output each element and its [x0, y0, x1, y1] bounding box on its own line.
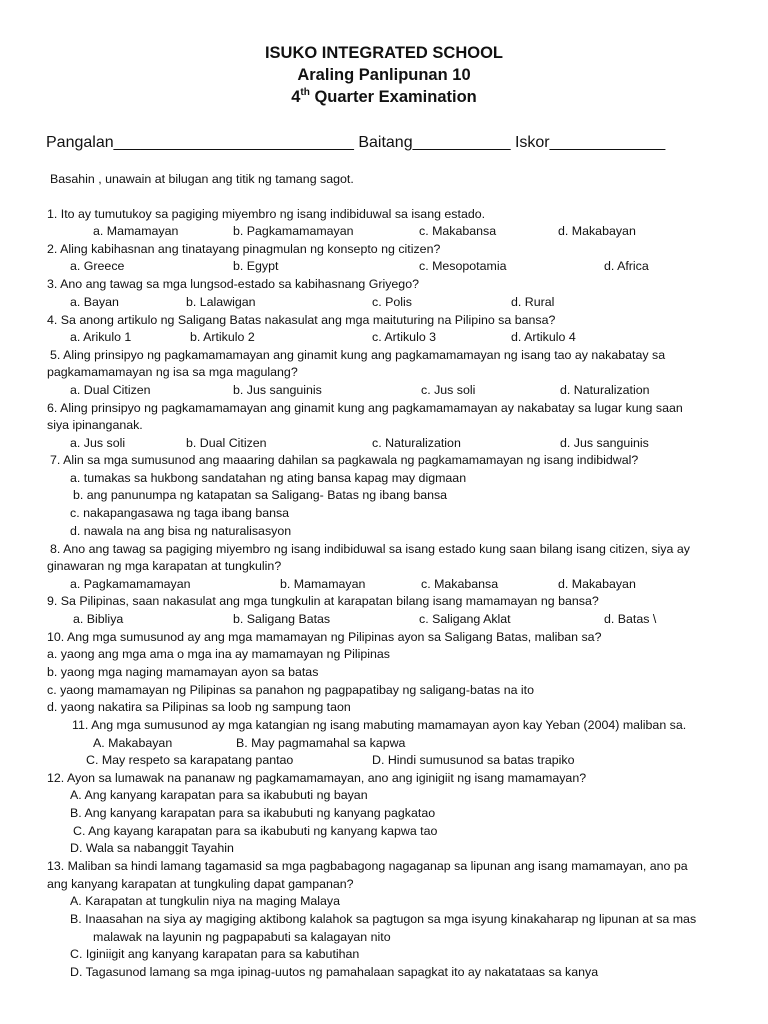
q1-option-b[interactable]: b. Pagkamamamayan	[233, 224, 354, 238]
instructions: Basahin , unawain at bilugan ang titik ng tamang sagot.	[50, 172, 354, 186]
score-field[interactable]: Iskor_____________	[514, 134, 666, 151]
q6-option-d[interactable]: d. Jus sanguinis	[560, 436, 649, 450]
q9-option-d[interactable]: d. Batas \	[604, 612, 657, 626]
q11-option-c[interactable]: C. May respeto sa karapatang pantao	[86, 753, 294, 767]
subject-title: Araling Panlipunan 10	[297, 66, 471, 84]
q1-option-d[interactable]: d. Makabayan	[558, 224, 636, 238]
q3-option-d[interactable]: d. Rural	[511, 295, 555, 309]
name-field[interactable]: Pangalan___________________________	[46, 134, 354, 151]
q2-option-c[interactable]: c. Mesopotamia	[419, 259, 507, 273]
q8-option-b[interactable]: b. Mamamayan	[280, 577, 366, 591]
question-3: 3. Ano ang tawag sa mga lungsod-estado sa kabihasnang Griyego?	[47, 277, 419, 291]
q7-option-c[interactable]: c. nakapangasawa ng taga ibang bansa	[70, 506, 290, 520]
q8-option-a[interactable]: a. Pagkamamamayan	[70, 577, 191, 591]
question-1: 1. Ito ay tumutukoy sa pagiging miyembro ng isang indibiduwal sa isang estado.	[47, 207, 486, 221]
question-6-line-1: 6. Aling prinsipyo ng pagkamamamayan ang ginamit kung ang pagkamamamayan ay nakabatay sa lugar kung saan	[47, 401, 683, 415]
q3-option-a[interactable]: a. Bayan	[70, 295, 119, 309]
q5-option-c[interactable]: c. Jus soli	[421, 383, 476, 397]
q13-option-d[interactable]: D. Tagasunod lamang sa mga ipinag-uutos ng pamahalaan sapagkat ito ay nakatataas sa kanya	[70, 965, 599, 979]
q4-option-b[interactable]: b. Artikulo 2	[190, 330, 255, 344]
question-4: 4. Sa anong artikulo ng Saligang Batas nakasulat ang mga maituturing na Pilipino sa bansa?	[47, 313, 556, 327]
question-9: 9. Sa Pilipinas, saan nakasulat ang mga tungkulin at karapatan bilang isang mamamayan ng bansa?	[47, 594, 599, 608]
question-11: 11. Ang mga sumusunod ay mga katangian ng isang mabuting mamamayan ayon kay Yeban (2004) maliban sa.	[72, 718, 687, 732]
student-info-row	[46, 133, 665, 153]
exam-num: 4	[291, 88, 301, 106]
q5-option-b[interactable]: b. Jus sanguinis	[233, 383, 322, 397]
q10-option-c[interactable]: c. yaong mamamayan ng Pilipinas sa panahon ng pagpapatibay ng saligang-batas na ito	[47, 683, 535, 697]
q12-option-c[interactable]: C. Ang kayang karapatan para sa ikabubuti ng kanyang kapwa tao	[73, 824, 438, 838]
q5-option-d[interactable]: d. Naturalization	[560, 383, 650, 397]
q4-option-a[interactable]: a. Arikulo 1	[70, 330, 132, 344]
q5-option-a[interactable]: a. Dual Citizen	[70, 383, 151, 397]
q12-option-d[interactable]: D. Wala sa nabanggit Tayahin	[70, 841, 234, 855]
exam-title	[0, 86, 768, 108]
q9-option-a[interactable]: a. Bibliya	[73, 612, 124, 626]
q9-option-b[interactable]: b. Saligang Batas	[233, 612, 331, 626]
q12-option-b[interactable]: B. Ang kanyang karapatan para sa ikabubuti ng kanyang pagkatao	[70, 806, 436, 820]
question-8-line-1: 8. Ano ang tawag sa pagiging miyembro ng isang indibiduwal sa isang estado kung saan bilang isang citizen, siya ay	[50, 542, 690, 556]
q1-option-c[interactable]: c. Makabansa	[419, 224, 497, 238]
q6-option-c[interactable]: c. Naturalization	[372, 436, 461, 450]
question-2: 2. Aling kabihasnan ang tinatayang pinagmulan ng konsepto ng citizen?	[47, 242, 441, 256]
q4-option-d[interactable]: d. Artikulo 4	[511, 330, 576, 344]
question-7: 7. Alin sa mga sumusunod ang maaaring dahilan sa pagkawala ng pagkamamamayan ng isang indibidwal?	[50, 453, 639, 467]
q2-option-a[interactable]: a. Greece	[70, 259, 125, 273]
question-13-line-1: 13. Maliban sa hindi lamang tagamasid sa mga pagbabagong nagaganap sa lipunan ang isang mamamayan, ano pa	[47, 859, 688, 873]
q7-option-d[interactable]: d. nawala na ang bisa ng naturalisasyon	[70, 524, 292, 538]
q3-option-b[interactable]: b. Lalawigan	[186, 295, 256, 309]
q10-option-a[interactable]: a. yaong ang mga ama o mga ina ay mamamayan ng Pilipinas	[47, 647, 390, 661]
school-name: ISUKO INTEGRATED SCHOOL	[264, 44, 504, 62]
q4-option-c[interactable]: c. Artikulo 3	[372, 330, 437, 344]
q9-option-c[interactable]: c. Saligang Aklat	[419, 612, 511, 626]
q3-option-c[interactable]: c. Polis	[372, 295, 412, 309]
q12-option-a[interactable]: A. Ang kanyang karapatan para sa ikabubuti ng bayan	[70, 788, 368, 802]
grade-field[interactable]: Baitang___________	[358, 134, 511, 151]
q8-option-d[interactable]: d. Makabayan	[558, 577, 636, 591]
q8-option-c[interactable]: c. Makabansa	[421, 577, 499, 591]
q13-option-b-line-1[interactable]: B. Inaasahan na siya ay magiging aktibong kalahok sa pagtugon sa mga isyung kinakaharap ng lipunan at sa mas	[70, 912, 697, 926]
q13-option-b-line-2[interactable]: malawak na layunin ng pagpapabuti sa kalagayan nito	[93, 930, 391, 944]
q7-option-a[interactable]: a. tumakas sa hukbong sandatahan ng ating bansa kapag may digmaan	[70, 471, 467, 485]
question-6-line-2: siya ipinanganak.	[47, 418, 143, 432]
q7-option-b[interactable]: b. ang panunumpa ng katapatan sa Saligang- Batas ng ibang bansa	[73, 488, 448, 502]
question-8-line-2: ginawaran ng mga karapatan at tungkulin?	[47, 559, 282, 573]
q11-option-a[interactable]: A. Makabayan	[93, 736, 173, 750]
q6-option-b[interactable]: b. Dual Citizen	[186, 436, 267, 450]
exam-sup: th	[300, 87, 310, 98]
q2-option-b[interactable]: b. Egypt	[233, 259, 279, 273]
question-13-line-2: ang kanyang karapatan at tungkuling dapat gampanan?	[47, 877, 354, 891]
exam-rest: Quarter Examination	[309, 88, 477, 106]
question-10: 10. Ang mga sumusunod ay ang mga mamamayan ng Pilipinas ayon sa Saligang Batas, maliban sa?	[47, 630, 602, 644]
q10-option-b[interactable]: b. yaong mga naging mamamayan ayon sa batas	[47, 665, 319, 679]
q13-option-c[interactable]: C. Iginiigit ang kanyang karapatan para sa kabutihan	[70, 947, 360, 961]
q2-option-d[interactable]: d. Africa	[604, 259, 649, 273]
q10-option-d[interactable]: d. yaong nakatira sa Pilipinas sa loob ng sampung taon	[47, 700, 351, 714]
question-12: 12. Ayon sa lumawak na pananaw ng pagkamamamayan, ano ang iginigiit ng isang mamamayan?	[47, 771, 587, 785]
q1-option-a[interactable]: a. Mamamayan	[93, 224, 179, 238]
q6-option-a[interactable]: a. Jus soli	[70, 436, 126, 450]
question-5-line-1: 5. Aling prinsipyo ng pagkamamamayan ang ginamit kung ang pagkamamamayan ng isang tao ay nakabatay sa	[50, 348, 666, 362]
question-5-line-2: pagkamamamayan ng isa sa mga magulang?	[47, 365, 298, 379]
q11-option-d[interactable]: D. Hindi sumusunod sa batas trapiko	[372, 753, 575, 767]
q11-option-b[interactable]: B. May pagmamahal sa kapwa	[236, 736, 406, 750]
q13-option-a[interactable]: A. Karapatan at tungkulin niya na maging Malaya	[70, 894, 341, 908]
